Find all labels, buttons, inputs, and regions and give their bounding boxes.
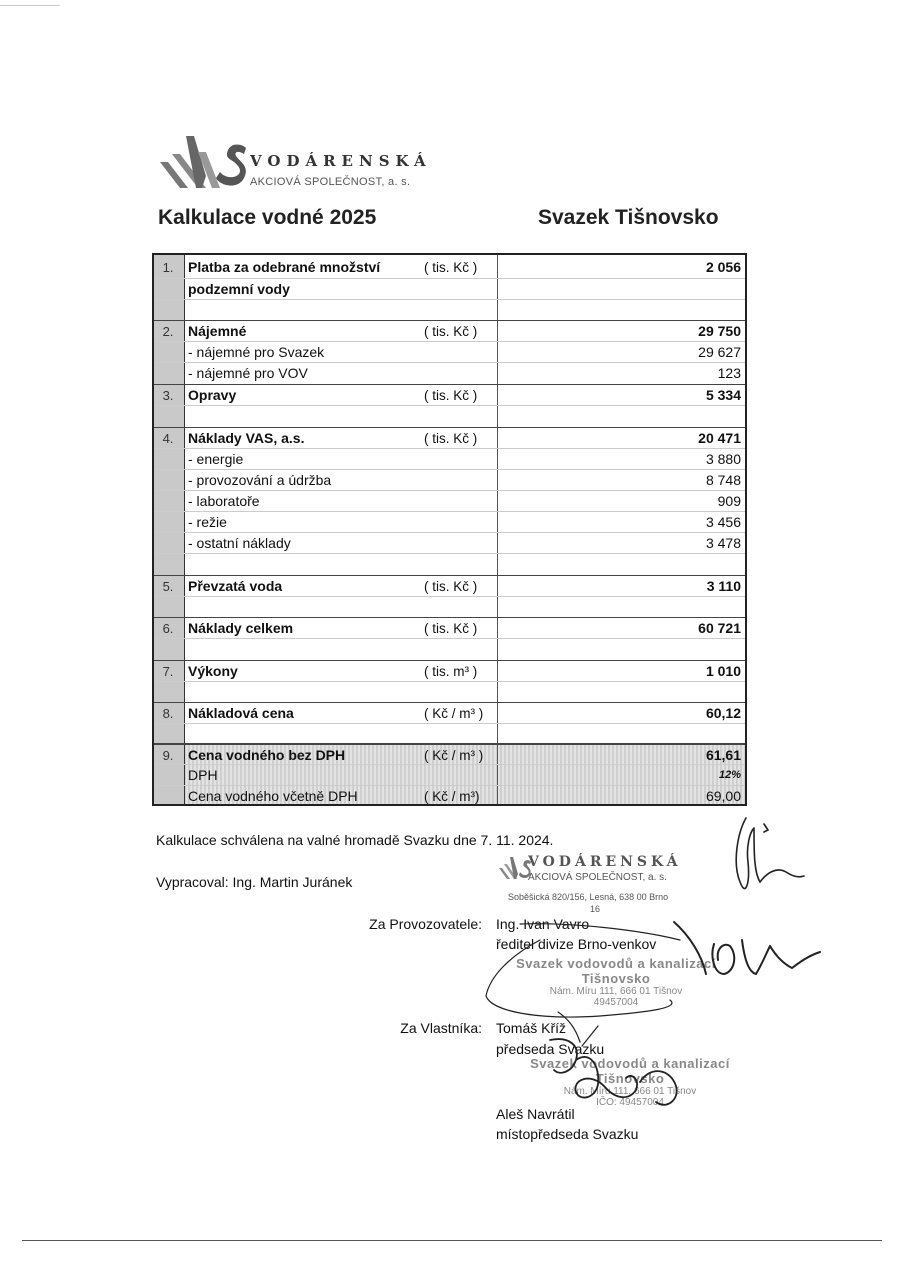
row-value: 61,61	[705, 747, 741, 763]
row-number: 2.	[162, 324, 174, 339]
scan-edge-bottom	[22, 1240, 882, 1241]
table-row-empty	[154, 553, 745, 575]
subrow-label: - laboratoře	[188, 493, 260, 509]
vat-rate: 12%	[718, 769, 741, 781]
row-label: Převzatá voda	[188, 578, 283, 594]
table-subrow	[154, 490, 745, 512]
table-row	[154, 617, 745, 639]
document-subtitle: Svazek Tišnovsko	[538, 206, 719, 229]
stamp-company-name: VODÁRENSKÁ	[528, 854, 682, 870]
row-unit: ( tis. Kč )	[424, 388, 478, 403]
table-subrow	[154, 469, 745, 491]
table-subrow	[154, 448, 745, 470]
subrow-label: - nájemné pro VOV	[188, 365, 308, 381]
table-row	[154, 427, 745, 449]
table-row-empty	[154, 638, 745, 660]
row-number: 3.	[162, 388, 174, 403]
deputy-name: Aleš Navrátil	[496, 1106, 575, 1122]
row-number: 6.	[162, 621, 174, 636]
row-value: 5 334	[705, 387, 741, 403]
table-subrow	[154, 341, 745, 363]
stamp-association-id: 49457004	[593, 997, 639, 1008]
stamp-association-place: Tišnovsko	[595, 1071, 665, 1086]
table-row-empty	[154, 681, 745, 703]
row-unit: ( Kč / m³)	[424, 789, 480, 804]
stamp-company-address: Soběšická 820/156, Lesná, 638 00 Brno	[508, 892, 669, 902]
stamp-company-subtitle: AKCIOVÁ SPOLEČNOST, a. s.	[528, 872, 667, 883]
table-row	[154, 743, 745, 766]
logo-company-name: VODÁRENSKÁ	[250, 152, 432, 170]
row-number: 4.	[162, 431, 174, 446]
row-unit: ( tis. m³ )	[424, 664, 478, 679]
table-row	[154, 384, 745, 406]
table-row	[154, 785, 745, 807]
table-row	[154, 575, 745, 597]
operator-role-label: Za Provozovatele:	[369, 916, 482, 932]
stamp-association-address: Nám. Míru 111, 666 01 Tišnov	[563, 1086, 697, 1097]
operator-title: ředitel divize Brno-venkov	[496, 936, 657, 952]
row-unit: ( Kč / m³ )	[424, 706, 484, 721]
row-label: Cena vodného včetně DPH	[188, 788, 358, 804]
stamp-association-name: Svazek vodovodů a kanalizací	[516, 956, 716, 971]
row-unit: ( tis. Kč )	[424, 621, 478, 636]
subrow-value: 3 456	[705, 514, 741, 530]
subrow-value: 29 627	[698, 344, 741, 360]
row-number: 1.	[162, 260, 174, 275]
table-subrow	[154, 511, 745, 533]
document-title: Kalkulace vodné 2025	[158, 206, 377, 229]
table-row	[154, 660, 745, 682]
table-row-empty	[154, 596, 745, 618]
stamp-association-address: Nám. Míru 111, 666 01 Tišnov	[549, 986, 683, 997]
table-row-empty	[154, 299, 745, 321]
row-unit: ( tis. Kč )	[424, 579, 478, 594]
row-label: Platba za odebrané množství	[188, 259, 381, 275]
row-label: Náklady celkem	[188, 620, 294, 636]
row-number: 8.	[162, 706, 174, 721]
row-unit: ( tis. Kč )	[424, 324, 478, 339]
subrow-value: 909	[717, 493, 741, 509]
subrow-label: - provozování a údržba	[188, 472, 332, 488]
row-value: 1 010	[705, 663, 741, 679]
table-row	[154, 320, 745, 342]
subrow-value: 8 748	[705, 472, 741, 488]
row-number: 7.	[162, 664, 174, 679]
operator-name: Ing. Ivan Vavro	[496, 916, 590, 932]
stamp-company-number: 16	[590, 904, 601, 914]
deputy-title: místopředseda Svazku	[496, 1126, 639, 1142]
stamp-logo-mark	[498, 856, 532, 880]
vas-logo-mark	[158, 132, 248, 190]
row-value: 3 110	[706, 578, 741, 594]
row-unit: ( tis. Kč )	[424, 431, 478, 446]
owner-title: předseda Svazku	[496, 1041, 605, 1057]
vat-label: DPH	[188, 767, 218, 783]
table-row-empty	[154, 723, 745, 745]
subrow-value: 3 478	[705, 535, 741, 551]
approval-note: Kalkulace schválena na valné hromadě Svazku dne 7. 11. 2024.	[156, 832, 554, 848]
owner-role-label: Za Vlastníka:	[400, 1020, 482, 1036]
stamp-association-name: Svazek vodovodů a kanalizací	[530, 1056, 730, 1071]
table-row	[154, 257, 745, 278]
row-label: Nájemné	[188, 323, 247, 339]
row-unit: ( tis. Kč )	[424, 260, 478, 275]
row-label: Náklady VAS, a.s.	[188, 430, 305, 446]
row-value: 69,00	[705, 788, 741, 804]
row-value: 60,12	[705, 705, 741, 721]
table-row	[154, 764, 745, 786]
table-row	[154, 278, 745, 300]
row-value: 20 471	[698, 430, 741, 446]
table-subrow	[154, 362, 745, 384]
row-label: Nákladová cena	[188, 705, 294, 721]
prepared-by: Vypracoval: Ing. Martin Juránek	[156, 874, 353, 890]
scan-edge-top	[0, 5, 60, 6]
stamp-association-place: Tišnovsko	[581, 971, 651, 986]
logo-company-subtitle: AKCIOVÁ SPOLEČNOST, a. s.	[250, 176, 411, 188]
row-value: 60 721	[698, 620, 741, 636]
row-value: 29 750	[698, 323, 741, 339]
table-subrow	[154, 532, 745, 554]
subrow-value: 123	[717, 365, 741, 381]
row-label-continued: podzemní vody	[188, 281, 290, 297]
table-row	[154, 702, 745, 724]
owner-signature	[480, 1006, 720, 1126]
row-number: 9.	[162, 748, 174, 763]
subrow-value: 3 880	[705, 451, 741, 467]
company-logo	[158, 132, 478, 192]
row-label: Cena vodného bez DPH	[188, 747, 346, 763]
subrow-label: - režie	[188, 514, 227, 530]
preparer-signature	[720, 812, 810, 912]
table-row-empty	[154, 405, 745, 427]
row-unit: ( Kč / m³ )	[424, 748, 484, 763]
owner-name: Tomáš Kříž	[496, 1020, 567, 1036]
row-label: Výkony	[188, 663, 238, 679]
stamp-association-id: IČO: 49457004	[596, 1097, 664, 1108]
subrow-label: - ostatní náklady	[188, 535, 291, 551]
subrow-label: - energie	[188, 451, 244, 467]
subrow-label: - nájemné pro Svazek	[188, 344, 325, 360]
row-value: 2 056	[705, 259, 741, 275]
row-number: 5.	[162, 579, 174, 594]
row-label: Opravy	[188, 387, 237, 403]
calculation-table	[152, 253, 747, 806]
